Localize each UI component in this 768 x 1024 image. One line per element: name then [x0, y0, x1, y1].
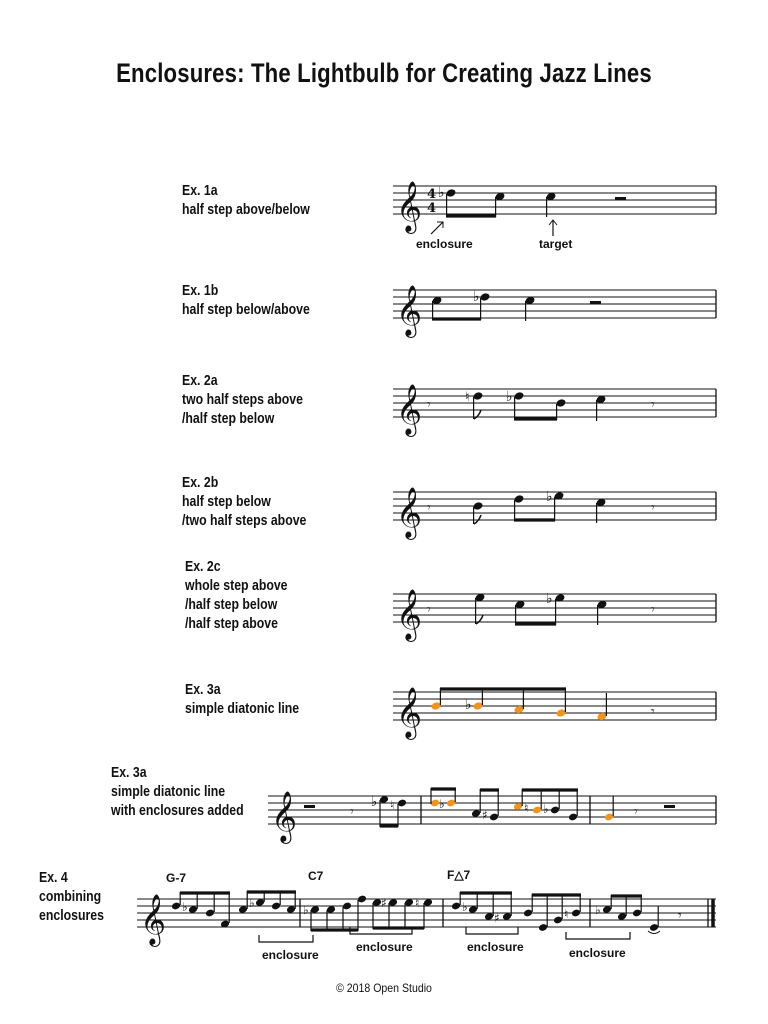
chord-c7: C7: [308, 869, 324, 883]
treble-clef-icon: 𝄞: [396, 285, 423, 336]
svg-text:𝄾: 𝄾: [651, 602, 655, 618]
svg-text:♭: ♭: [438, 185, 445, 201]
svg-text:♭: ♭: [465, 697, 472, 713]
svg-text:♭: ♭: [371, 795, 378, 810]
ex3a2-desc-2: with enclosures added: [111, 802, 244, 819]
treble-clef-icon: 𝄞: [140, 894, 167, 945]
ex2b-id: Ex. 2b: [182, 474, 219, 491]
svg-text:♮: ♮: [415, 896, 420, 910]
time-sig-top: 4: [427, 187, 437, 202]
ex4-staff: [137, 868, 716, 962]
treble-clef-icon: 𝄞: [396, 687, 423, 738]
ex2b-desc-2: /two half steps above: [182, 512, 307, 529]
svg-text:♭: ♭: [462, 900, 468, 914]
ex4-desc-2: enclosures: [39, 907, 104, 924]
ex1b-id: Ex. 1b: [182, 282, 219, 299]
ex3a-id: Ex. 3a: [185, 681, 221, 698]
ex3a2-desc-1: simple diatonic line: [111, 783, 226, 800]
svg-text:♭: ♭: [182, 900, 188, 914]
ex2a-id: Ex. 2a: [182, 372, 218, 389]
treble-clef-icon: 𝄞: [396, 384, 423, 435]
svg-text:♭: ♭: [595, 903, 601, 917]
svg-text:𝄾: 𝄾: [427, 397, 431, 413]
ex4-enclosure-1: enclosure: [262, 948, 319, 962]
ex1a-id: Ex. 1a: [182, 182, 218, 199]
treble-clef-icon: 𝄞: [396, 589, 423, 640]
ex2b-desc-1: half step below: [182, 493, 271, 510]
copyright-footer: © 2018 Open Studio: [336, 981, 432, 995]
ex4-id: Ex. 4: [39, 869, 68, 886]
ex4-enclosure-2: enclosure: [356, 940, 413, 954]
ex2c-desc-1: whole step above: [185, 577, 288, 594]
svg-text:♭: ♭: [546, 489, 553, 505]
ex3a-desc-1: simple diatonic line: [185, 700, 300, 717]
ex2c-desc-2: /half step below: [185, 596, 278, 613]
ex2a-desc-2: /half step below: [182, 410, 275, 427]
svg-text:𝄾: 𝄾: [427, 602, 431, 618]
svg-text:♮: ♮: [564, 907, 569, 921]
chord-g-minor7: G-7: [166, 871, 187, 885]
ex3a-staff: [393, 687, 716, 740]
svg-text:𝄾: 𝄾: [350, 804, 354, 820]
svg-text:♮: ♮: [465, 390, 470, 405]
svg-text:♭: ♭: [506, 389, 513, 405]
svg-text:𝄾: 𝄾: [651, 704, 655, 720]
ex1b-desc-1: half step below/above: [182, 301, 310, 318]
chord-f-major7: F△7: [447, 868, 471, 882]
ex2c-staff: [393, 589, 716, 642]
svg-text:𝄾: 𝄾: [678, 908, 682, 924]
svg-text:♭: ♭: [249, 896, 255, 910]
page-title: Enclosures: The Lightbulb for Creating Jazz Lines: [116, 58, 652, 88]
treble-clef-icon: 𝄞: [271, 791, 298, 842]
ex4-enclosure-4: enclosure: [569, 946, 626, 960]
ex4-enclosure-3: enclosure: [467, 940, 524, 954]
ex2b-staff: [393, 487, 716, 540]
svg-text:♭: ♭: [473, 289, 480, 305]
svg-text:𝄾: 𝄾: [651, 500, 655, 516]
svg-text:♯: ♯: [381, 896, 387, 910]
svg-text:𝄾: 𝄾: [427, 500, 431, 516]
ex1a-staff: [393, 181, 716, 251]
ex2a-staff: [393, 384, 716, 437]
treble-clef-icon: 𝄞: [396, 487, 423, 538]
svg-text:♮: ♮: [524, 801, 529, 815]
ex1a-desc-1: half step above/below: [182, 201, 310, 218]
ex1a-target-annotation: target: [539, 237, 573, 251]
svg-text:♯: ♯: [494, 911, 500, 925]
svg-text:𝄾: 𝄾: [651, 397, 655, 413]
svg-text:♭: ♭: [303, 903, 309, 917]
svg-text:♭: ♭: [543, 802, 549, 816]
ex4-desc-1: combining: [39, 888, 102, 905]
time-sig-bottom: 4: [427, 201, 437, 216]
svg-text:♮: ♮: [390, 798, 395, 812]
svg-text:♭: ♭: [546, 591, 553, 607]
ex2a-desc-1: two half steps above: [182, 391, 303, 408]
ex3a2-id: Ex. 3a: [111, 764, 147, 781]
ex2c-desc-3: /half step above: [185, 615, 278, 632]
ex3a-enclosed-staff: [268, 788, 716, 844]
svg-text:𝄾: 𝄾: [634, 804, 638, 820]
svg-text:♭: ♭: [439, 797, 445, 811]
treble-clef-icon: 𝄞: [396, 181, 423, 232]
ex1b-staff: [393, 285, 716, 338]
ex1a-enclosure-annotation: enclosure: [416, 237, 473, 251]
ex2c-id: Ex. 2c: [185, 558, 221, 575]
svg-text:♯: ♯: [482, 808, 488, 822]
